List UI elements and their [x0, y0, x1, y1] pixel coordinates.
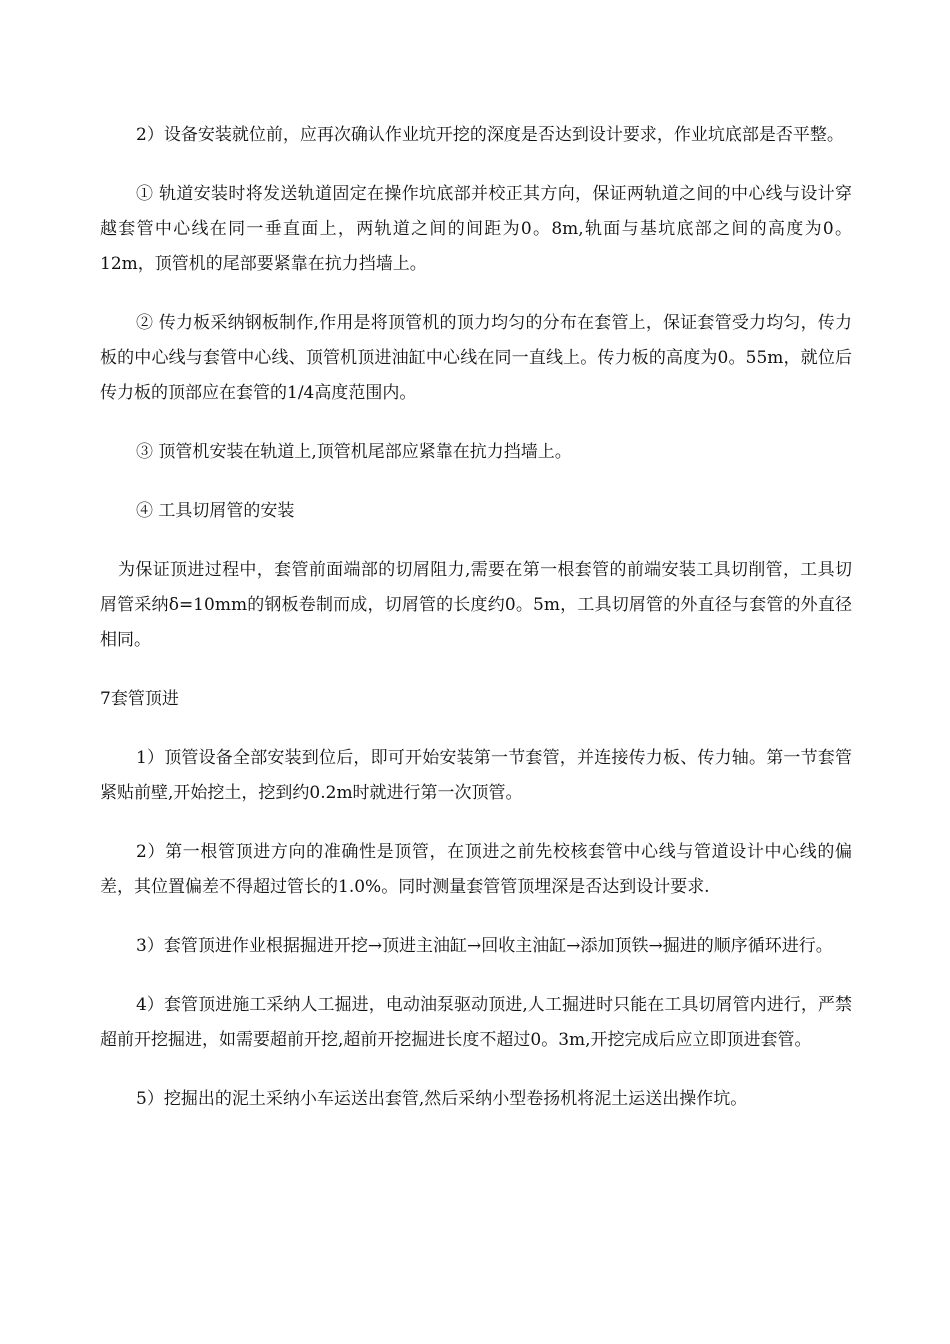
document-body: [100, 118, 852, 1141]
section-heading-casing-jacking: 7套管顶进: [100, 689, 179, 709]
paragraph-equipment-installation: 2）设备安装就位前，应再次确认作业坑开挖的深度是否达到设计要求，作业坑底部是否平整。: [136, 125, 844, 145]
paragraph-cutting-pipe-details: 为保证顶进过程中，套管前面端部的切屑阻力,需要在第一根套管的前端安装工具切削管，工具切屑管采纳δ=10mm的钢板卷制而成，切屑管的长度约0。5m，工具切屑管的外直径与套管的外直径相同。: [100, 560, 852, 650]
paragraph-direction-check: 2）第一根管顶进方向的准确性是顶管，在顶进之前先校核套管中心线与管道设计中心线的偏差，其位置偏差不得超过管长的1.0%。同时测量套管管顶埋深是否达到设计要求.: [100, 842, 852, 897]
paragraph-first-casing: 1）顶管设备全部安装到位后，即可开始安装第一节套管，并连接传力板、传力轴。第一节套管紧贴前壁,开始挖土，挖到约0.2m时就进行第一次顶管。: [100, 748, 852, 803]
paragraph-soil-removal: 5）挖掘出的泥土采纳小车运送出套管,然后采纳小型卷扬机将泥土运送出操作坑。: [136, 1089, 748, 1109]
paragraph-force-plate: ② 传力板采纳钢板制作,作用是将顶管机的顶力均匀的分布在套管上，保证套管受力均匀，传力板的中心线与套管中心线、顶管机顶进油缸中心线在同一直线上。传力板的高度为0。55m，就位后传力板的顶部应在套管的1/4高度范围内。: [100, 313, 852, 403]
paragraph-track-installation: ① 轨道安装时将发送轨道固定在操作坑底部并校正其方向，保证两轨道之间的中心线与设计穿越套管中心线在同一垂直面上，两轨道之间的间距为0。8m,轨面与基坑底部之间的高度为0。12m，顶管机的尾部要紧靠在抗力挡墙上。: [100, 184, 852, 274]
paragraph-manual-excavation: 4）套管顶进施工采纳人工掘进，电动油泵驱动顶进,人工掘进时只能在工具切屑管内进行，严禁超前开挖掘进，如需要超前开挖,超前开挖掘进长度不超过0。3m,开挖完成后应立即顶进套管。: [100, 995, 852, 1050]
paragraph-cutting-pipe-heading: ④ 工具切屑管的安装: [136, 501, 295, 521]
paragraph-jacking-sequence: 3）套管顶进作业根据掘进开挖→顶进主油缸→回收主油缸→添加顶铁→掘进的顺序循环进行。: [136, 936, 833, 956]
paragraph-jacking-machine: ③ 顶管机安装在轨道上,顶管机尾部应紧靠在抗力挡墙上。: [136, 442, 572, 462]
